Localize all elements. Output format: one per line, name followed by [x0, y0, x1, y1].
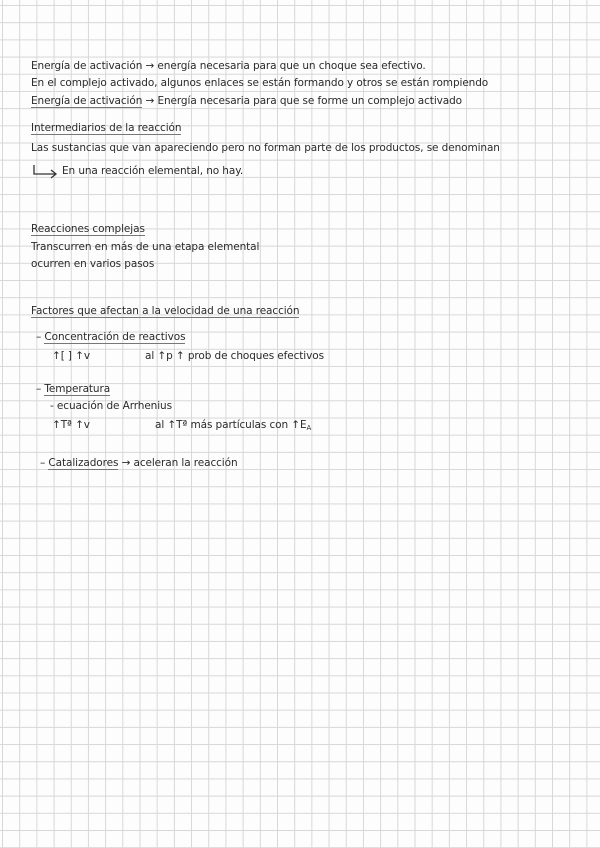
energy-subscript: A [306, 424, 312, 432]
elemental-reaction-note [62, 164, 243, 178]
complex-reactions-line-2 [31, 257, 154, 271]
activation-energy-complex-line [31, 94, 462, 108]
factors-heading: Factores que afectan a la velocidad de una reacción [31, 305, 300, 317]
temperature-effect-right [155, 418, 311, 435]
bullet-dash: – [36, 331, 42, 343]
catalysts-effect-text: → aceleran la reacción [121, 457, 238, 469]
concentration-effect-left [52, 349, 90, 363]
bullet-dash: – [36, 383, 42, 395]
catalysts-label: Catalizadores [48, 457, 119, 469]
concentration-label-line [36, 330, 185, 344]
complex-reactions-line-2-text: ocurren en varios pasos [31, 258, 155, 270]
intermediates-description [31, 141, 500, 155]
temperature-effect-left-text: ↑Tª ↑v [52, 419, 90, 431]
arrhenius-text: - ecuación de Arrhenius [50, 400, 172, 412]
complex-reactions-line-1-text: Transcurren en más de una etapa elemental [31, 241, 260, 253]
complex-reactions-heading: Reacciones complejas [31, 223, 145, 235]
complex-reactions-heading-line [31, 222, 145, 236]
complex-reactions-line-1 [31, 240, 259, 254]
elemental-reaction-note-text: En una reacción elemental, no hay. [62, 165, 244, 177]
catalysts-line [40, 456, 238, 470]
concentration-effect-left-text: ↑[ ] ↑v [52, 350, 90, 362]
hook-arrow-icon [32, 164, 60, 180]
concentration-label: Concentración de reactivos [44, 331, 186, 343]
activated-complex-note-text: En el complejo activado, algunos enlaces se están formando y otros se están rompiendo [31, 77, 489, 89]
temperature-effect-right-text: al ↑Tª más partículas con ↑E [155, 419, 307, 431]
factors-heading-line [31, 304, 299, 318]
intermediates-heading: Intermediarios de la reacción [31, 122, 182, 134]
concentration-effect-right [145, 349, 324, 363]
intermediates-heading-line [31, 121, 181, 135]
concentration-effect-right-text: al ↑p ↑ prob de choques efectivos [145, 350, 324, 362]
activated-complex-note [31, 76, 488, 90]
temperature-effect-left [52, 418, 90, 432]
temperature-label-line [36, 382, 110, 396]
activation-energy-complex-text: → Energía necesaria para que se forme un complejo activado [145, 95, 462, 107]
bullet-dash: – [40, 457, 46, 469]
activation-energy-definition-text: Energía de activación → energía necesaria para que un choque sea efectivo. [31, 60, 426, 72]
activation-energy-definition [31, 59, 426, 73]
temperature-label: Temperatura [44, 383, 111, 395]
arrhenius-line [50, 399, 172, 413]
activation-energy-heading: Energía de activación [31, 95, 143, 107]
intermediates-description-text: Las sustancias que van apareciendo pero no forman parte de los productos, se denominan [31, 142, 500, 154]
